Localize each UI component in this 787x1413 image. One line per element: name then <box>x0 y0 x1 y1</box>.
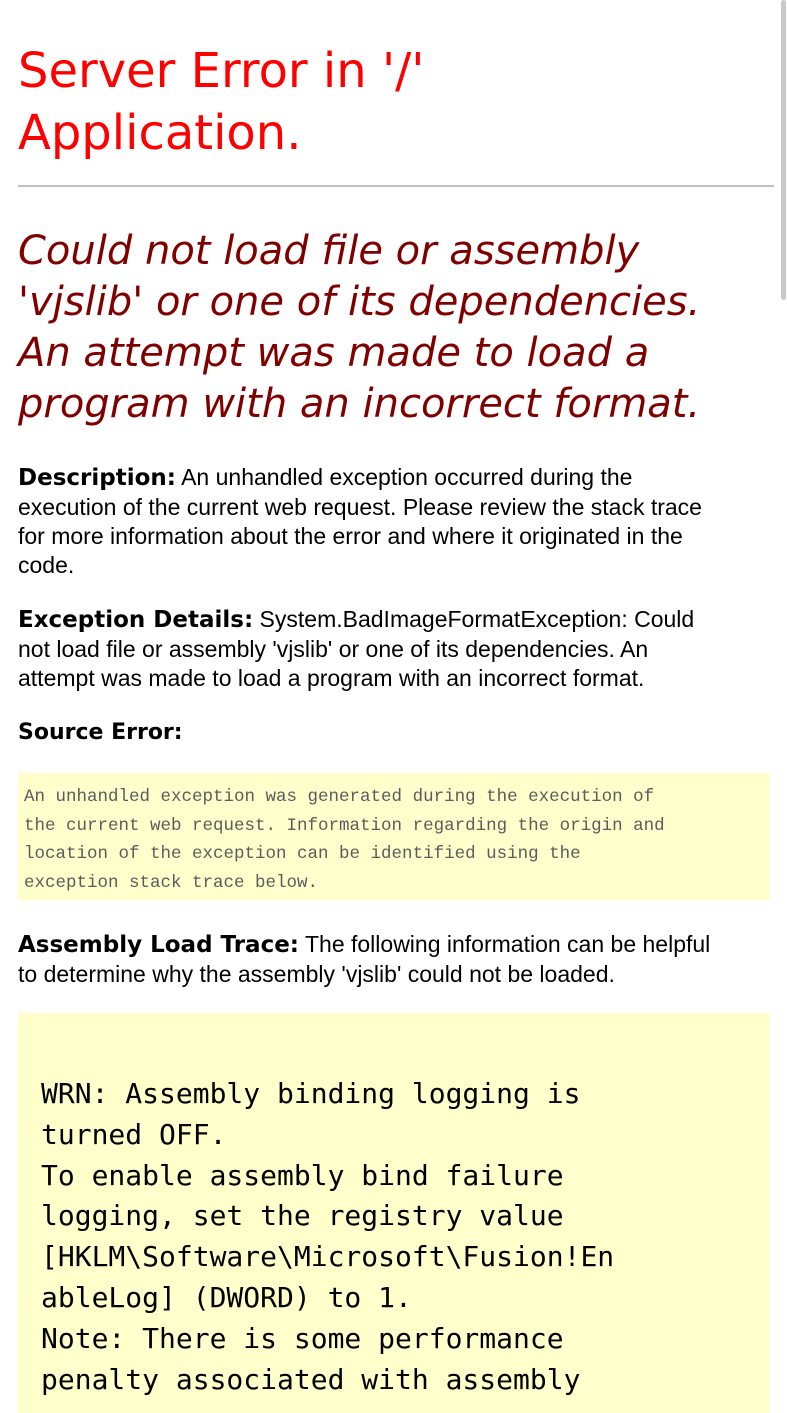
description-label: Description: <box>18 465 176 491</box>
source-error-line-3: location of the exception can be identified using the <box>24 844 581 864</box>
exception-details-line-1: System.BadImageFormatException: Could <box>253 606 695 632</box>
error-message-line-4: program with an incorrect format. <box>18 381 701 427</box>
log-line-4: logging, set the registry value <box>41 1199 564 1233</box>
description-line-2: execution of the current web request. Please review the stack trace <box>18 494 702 520</box>
description-line-1: An unhandled exception occurred during the <box>175 464 633 490</box>
page-title <box>18 40 758 164</box>
assembly-load-trace-label: Assembly Load Trace: <box>18 932 299 958</box>
assembly-load-trace-box <box>18 1013 770 1413</box>
exception-details-section <box>18 605 758 693</box>
error-message <box>18 226 758 430</box>
scrollbar-thumb[interactable] <box>781 0 786 300</box>
error-message-line-3: An attempt was made to load a <box>18 330 650 376</box>
source-error-line-2: the current web request. Information regarding the origin and <box>24 815 665 836</box>
description-section <box>18 463 758 580</box>
log-line-2: turned OFF. <box>41 1117 227 1151</box>
log-line-7: Note: There is some performance <box>41 1321 564 1355</box>
assembly-load-trace-section <box>18 930 758 989</box>
source-error-box <box>18 773 770 900</box>
source-error-line-1: An unhandled exception was generated during the execution of <box>24 787 655 807</box>
vertical-scrollbar[interactable] <box>779 0 787 1399</box>
log-line-3: To enable assembly bind failure <box>41 1158 564 1192</box>
description-line-4: code. <box>18 552 75 578</box>
source-error-line-4: exception stack trace below. <box>24 872 319 893</box>
error-message-line-1: Could not load file or assembly <box>18 228 640 274</box>
error-message-line-2: 'vjslib' or one of its dependencies. <box>18 279 701 325</box>
log-line-8: penalty associated with assembly <box>41 1362 581 1396</box>
page-title-line-1: Server Error in '/' <box>18 43 425 99</box>
log-line-6: ableLog] (DWORD) to 1. <box>41 1280 412 1314</box>
log-line-5: [HKLM\Software\Microsoft\Fusion!En <box>41 1240 615 1274</box>
divider <box>18 185 774 187</box>
assembly-load-trace-line-2: to determine why the assembly 'vjslib' could not be loaded. <box>18 961 615 987</box>
assembly-load-trace-line-1: The following information can be helpful <box>299 931 711 957</box>
page-title-line-2: Application. <box>18 105 302 161</box>
log-line-1: WRN: Assembly binding logging is <box>41 1077 581 1110</box>
description-line-3: for more information about the error and where it originated in the <box>18 523 683 549</box>
source-error-label: Source Error: <box>18 720 183 745</box>
exception-details-label: Exception Details: <box>18 607 254 633</box>
exception-details-line-2: not load file or assembly 'vjslib' or one of its dependencies. An <box>18 636 649 662</box>
source-error-text <box>24 783 764 897</box>
assembly-log-text <box>41 1074 770 1400</box>
exception-details-line-3: attempt was made to load a program with an incorrect format. <box>18 665 645 691</box>
